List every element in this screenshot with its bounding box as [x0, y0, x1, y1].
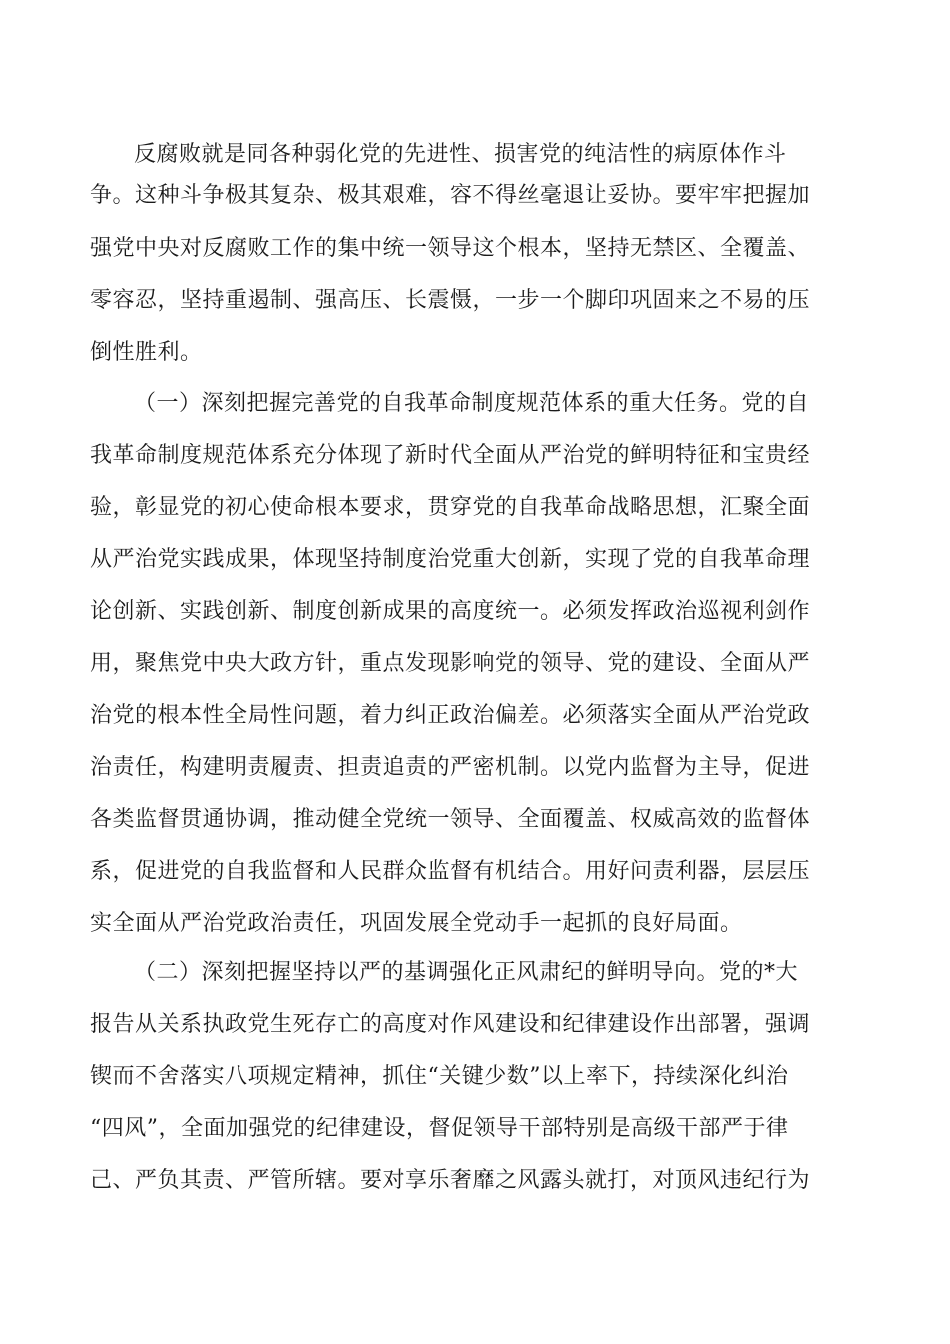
- paragraph-1-line-3: 强党中央对反腐败工作的集中统一领导这个根本，坚持无禁区、全覆盖、: [90, 236, 811, 261]
- paragraph-2-line-4: 从严治党实践成果，体现坚持制度治党重大创新，实现了党的自我革命理: [90, 547, 811, 572]
- paragraph-1-line-4: 零容忍，坚持重遏制、强高压、长震慑，一步一个脚印巩固来之不易的压: [90, 288, 811, 313]
- paragraph-1-line-2: 争。这种斗争极其复杂、极其艰难，容不得丝毫退让妥协。要牢牢把握加: [90, 183, 811, 208]
- paragraph-3-line-4: “四风”，全面加强党的纪律建设，督促领导干部特别是高级干部严于律: [90, 1116, 789, 1141]
- paragraph-2-line-10: 系，促进党的自我监督和人民群众监督有机结合。用好问责利器，层层压: [90, 859, 811, 884]
- paragraph-2-line-1: （一）深刻把握完善党的自我革命制度规范体系的重大任务。党的自: [134, 391, 810, 416]
- paragraph-2-line-8: 治责任，构建明责履责、担责追责的严密机制。以党内监督为主导，促进: [90, 755, 811, 780]
- paragraph-2-line-9: 各类监督贯通协调，推动健全党统一领导、全面覆盖、权威高效的监督体: [90, 807, 811, 832]
- paragraph-3-line-1: （二）深刻把握坚持以严的基调强化正风肃纪的鲜明导向。党的*大: [134, 960, 799, 985]
- paragraph-1-line-5: 倒性胜利。: [90, 340, 203, 365]
- paragraph-1-line-1: 反腐败就是同各种弱化党的先进性、损害党的纯洁性的病原体作斗: [134, 142, 787, 167]
- paragraph-2-line-6: 用，聚焦党中央大政方针，重点发现影响党的领导、党的建设、全面从严: [90, 651, 811, 676]
- paragraph-2-line-11: 实全面从严治党政治责任，巩固发展全党动手一起抓的良好局面。: [90, 911, 743, 936]
- paragraph-2-line-2: 我革命制度规范体系充分体现了新时代全面从严治党的鲜明特征和宝贵经: [90, 443, 811, 468]
- paragraph-2-line-3: 验，彰显党的初心使命根本要求，贯穿党的自我革命战略思想，汇聚全面: [90, 495, 811, 520]
- paragraph-2-line-7: 治党的根本性全局性问题，着力纠正政治偏差。必须落实全面从严治党政: [90, 703, 811, 728]
- paragraph-3-line-2: 报告从关系执政党生死存亡的高度对作风建设和纪律建设作出部署，强调: [90, 1012, 811, 1037]
- paragraph-2-line-5: 论创新、实践创新、制度创新成果的高度统一。必须发挥政治巡视利剑作: [90, 599, 811, 624]
- paragraph-3-line-3: 锲而不舍落实八项规定精神，抓住“关键少数”以上率下，持续深化纠治: [90, 1064, 789, 1089]
- paragraph-3-line-5: 己、严负其责、严管所辖。要对享乐奢靡之风露头就打，对顶风违纪行为: [90, 1168, 811, 1193]
